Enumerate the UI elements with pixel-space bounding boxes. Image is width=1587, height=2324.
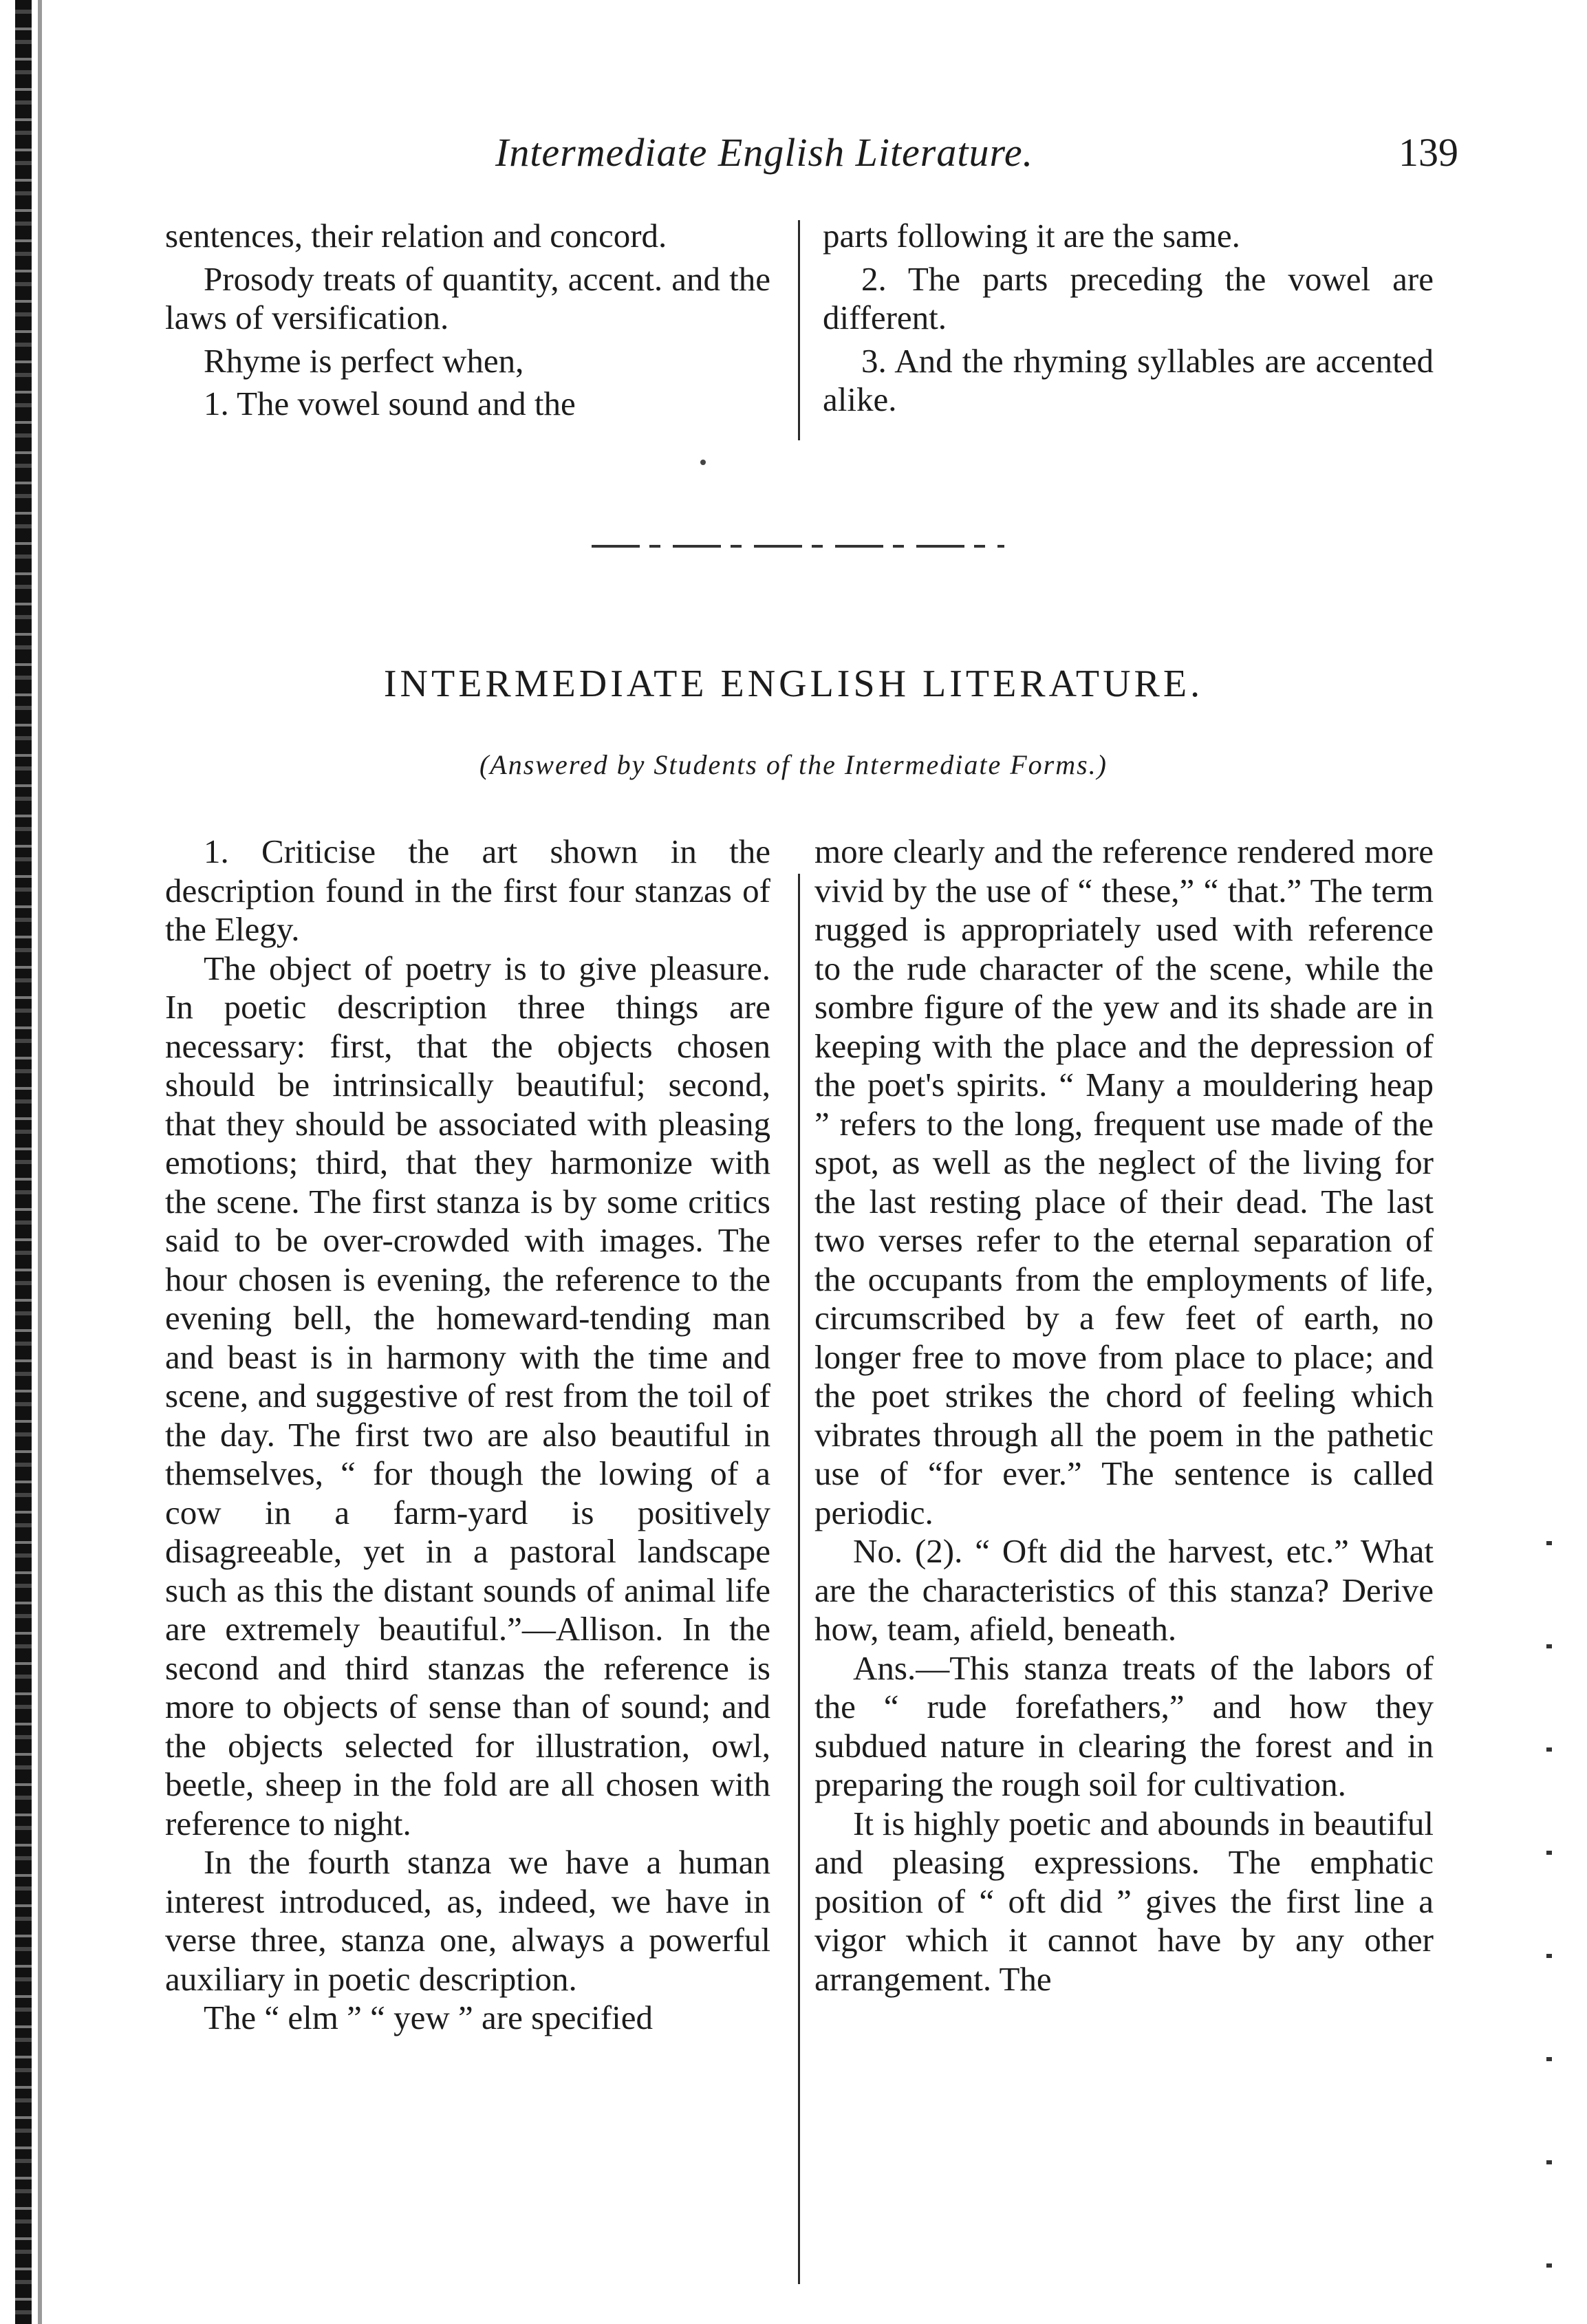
ink-dot xyxy=(700,460,706,465)
paragraph: It is highly poetic and abounds in beautiful and pleasing expressions. The emphatic position of “ oft did ” gives the first line a vigor which it cannot have by any other arrangement. The xyxy=(814,1804,1434,1998)
scan-edge xyxy=(15,0,32,2324)
column-rule xyxy=(798,220,800,440)
top-right-column xyxy=(823,217,1434,420)
paragraph: 3. And the rhyming syllables are accented alike. xyxy=(823,341,1434,418)
paragraph: sentences, their relation and concord. xyxy=(165,217,667,255)
paragraph: more clearly and the reference rendered more vivid by the use of “ these,” “ that.” The term rugged is appropriately used with reference to the rude character of the scene, while the sombre figure of the yew and its shade are in keeping with the place and the depression of the poet's spirits. “ Many a mouldering heap ” refers to the long, frequent use made of the spot, as well as the neglect of the living for the last resting place of their dead. The last two verses refer to the eternal separation of the occupants from the employments of life, circumscribed by a few feet of earth, no longer free to move from place to place; and the poet strikes the chord of feeling which vibrates through all the poem in the pathetic use of “for ever.” The sentence is called periodic. xyxy=(814,832,1434,1531)
page-header xyxy=(495,129,1458,191)
paragraph: The “ elm ” “ yew ” are specified xyxy=(204,1999,653,2036)
scan-specks xyxy=(1546,1541,1552,2298)
section-divider xyxy=(592,545,1004,548)
page-number: 139 xyxy=(1399,130,1458,175)
paragraph: The object of poetry is to give pleasure. In poetic description three things are necessary: first, that the objects chosen should be intrinsically beautiful; second, that they should be associated with pleasing emotions; third, that they harmonize with the scene. The first stanza is by some critics said to be over-crowded with images. The hour chosen is evening, the reference to the evening bell, the homeward-tending man and beast is in harmony with the time and scene, and suggestive of rest from the toil of the day. The first two are also beautiful in themselves, “ for though the lowing of a cow in a farm-yard is positively disagreeable, yet in a pastoral landscape such as this the distant sounds of animal life are extremely beautiful.”—Allison. In the second and third stanzas the reference is more to objects of sense than of sound; and the objects selected for illustration, owl, beetle, sheep in the fold are all chosen with reference to night. xyxy=(165,949,770,1842)
paragraph: 1. The vowel sound and the xyxy=(204,385,576,422)
section-subtitle: (Answered by Students of the Intermediate Forms.) xyxy=(479,749,1108,780)
paragraph: 1. Criticise the art shown in the description found in the first four stanzas of the Elegy. xyxy=(165,832,770,948)
paragraph: parts following it are the same. xyxy=(823,217,1240,255)
paragraph: Ans.—This stanza treats of the labors of the “ rude forefathers,” and how they subdued nature in clearing the forest and in preparing the rough soil for cultivation. xyxy=(814,1648,1434,1803)
paragraph: Prosody treats of quantity, accent. and the laws of versification. xyxy=(165,259,770,336)
right-column xyxy=(814,832,1434,1999)
paragraph: Rhyme is perfect when, xyxy=(204,341,524,380)
paragraph: In the fourth stanza we have a human interest introduced, as, indeed, we have in verse three, stanza one, always a powerful auxiliary in poetic description. xyxy=(165,1843,770,1998)
left-column xyxy=(165,832,770,2038)
scan-edge-shadow xyxy=(38,0,42,2324)
running-title: Intermediate English Literature. xyxy=(495,130,1034,175)
paragraph: 2. The parts preceding the vowel are different. xyxy=(823,259,1434,336)
paragraph: No. (2). “ Oft did the harvest, etc.” What are the characteristics of this stanza? Derive how, team, afield, beneath. xyxy=(814,1532,1434,1648)
column-rule xyxy=(798,874,800,2284)
top-left-column xyxy=(165,217,770,424)
section-title: INTERMEDIATE ENGLISH LITERATURE. xyxy=(383,663,1204,705)
